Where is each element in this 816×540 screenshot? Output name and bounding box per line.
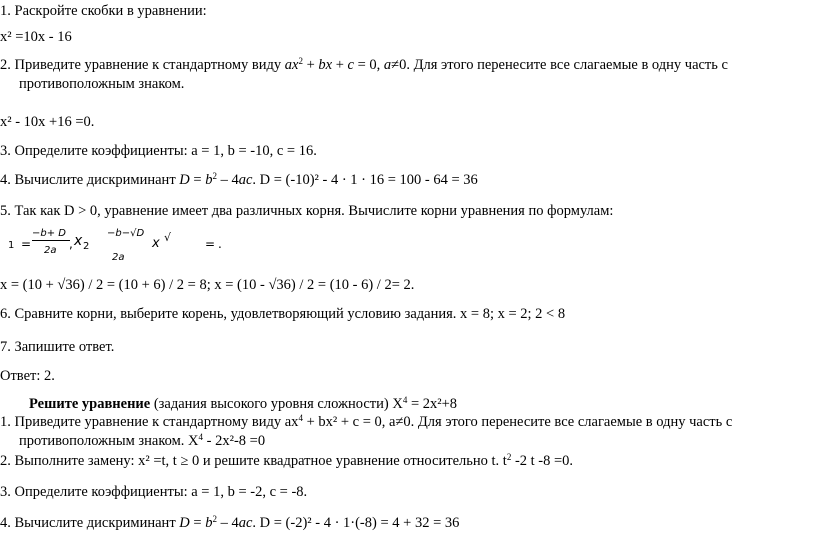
formula-dot: . <box>218 237 222 251</box>
task-step-3-text: 3. Определите коэффициенты: a = 1, b = -2, c = -8. <box>0 484 308 500</box>
formula-denominator-1: 2a <box>44 245 57 256</box>
step-1-text: 1. Раскройте скобки в уравнении: <box>0 3 207 19</box>
formula-denominator-2: 2a <box>112 252 125 263</box>
fraction-bar-1 <box>32 240 70 241</box>
formula-sub-1: 1 <box>8 240 15 251</box>
step-5-text: 5. Так как D > 0, уравнение имеет два различных корня. Вычислите корни уравнения по формулам: <box>0 203 614 219</box>
formula-numerator-1: −b+ D <box>32 228 66 239</box>
equation-standard: x² - 10x +16 =0. <box>0 114 95 130</box>
task-step-2-text: 2. Выполните замену: x² =t, t ≥ 0 и решите квадратное уравнение относительно t. $t^2$ -2 t -8 =0. <box>0 452 574 469</box>
task-step-1-text-cont: противоположным знаком. $X^4 - 2x^2-8 =0$ <box>19 432 266 449</box>
step-3-text: 3. Определите коэффициенты: a = 1, b = -10, c = 16. <box>0 143 317 159</box>
equation-original: x² =10x - 16 <box>0 29 72 45</box>
step-6-text: 6. Сравните корни, выберите корень, удовлетворяющий условию задания. x⁠ = 8; x⁠ = 2; 2 < 8 <box>0 306 566 322</box>
task-step-1-text: 1. Приведите уравнение к стандартному виду $ax^4 + bx^2 + c = 0$, a≠0. Для этого перенесите все слагаемые в одну часть с <box>0 413 733 430</box>
step-2-text-cont: противоположным знаком. <box>19 76 185 92</box>
roots-computation: x⁠ = (10 + √36) / 2 = (10 + 6) / 2 = 8; x⁠ = (10 - √36) / 2 = (10 - 6) / 2= 2. <box>0 277 415 293</box>
formula-sub-2: 2 <box>83 241 90 252</box>
formula-numerator-2: −b−√D <box>107 228 145 239</box>
step-4-text: 4. Вычислите дискриминант $D = b^2 - 4ac$. D = (-10)² - 4 · 1 · 16 = 100 - 64 = 36 <box>0 171 478 188</box>
formula-comma: , <box>69 237 73 251</box>
formula-equals: = <box>21 237 32 251</box>
answer-text: Ответ: 2. <box>0 368 55 384</box>
formula-x3: x <box>152 236 160 251</box>
task-heading: Решите уравнение (задания высокого уровня сложности) $X^4 = 2x^2+8$ <box>29 395 458 412</box>
step-7-text: 7. Запишите ответ. <box>0 339 115 355</box>
formula-equals-2: = <box>205 237 216 251</box>
formula-sqrt: √ <box>164 231 172 244</box>
task-step-4-text: 4. Вычислите дискриминант $D = b^2 - 4ac$. D = (-2)² - 4 · 1·(-8) = 4 + 32 = 36 <box>0 514 460 531</box>
formula-x2: x <box>74 233 83 249</box>
step-2-text: 2. Приведите уравнение к стандартному виду $ax^2$ + bx + c = 0, a≠0. Для этого перенесите все слагаемые в одну часть с <box>0 56 728 73</box>
